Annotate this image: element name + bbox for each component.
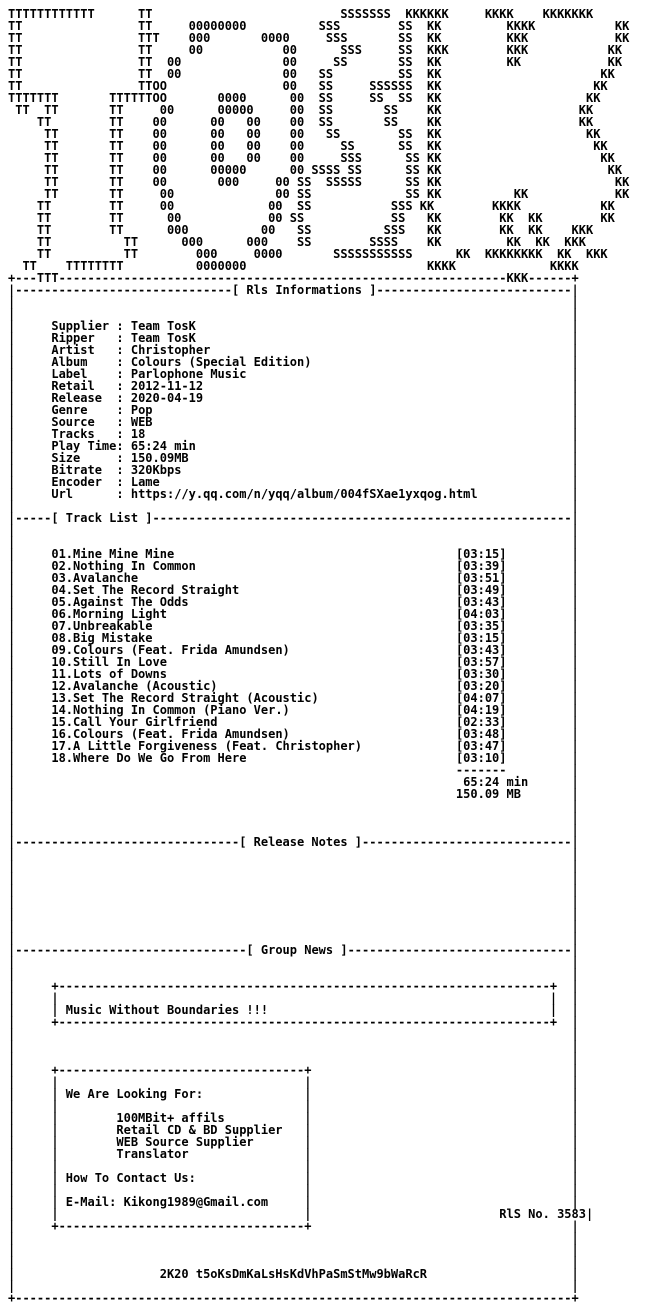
info-row: | Genre : Pop | bbox=[8, 403, 579, 417]
track-row: | 15.Call Your Girlfriend [02:33] | bbox=[8, 715, 579, 729]
blank-line: | | bbox=[8, 847, 579, 861]
logo-line: TT TT 000 0000 SSSSSSSSSSS KK KKKKKKKK KK KKK bbox=[8, 247, 608, 261]
info-value: 2012-11-12 bbox=[130, 379, 204, 393]
logo-line: TT TT 00 00 SS SS KK KK KK bbox=[8, 55, 623, 69]
track-time: [04:19] bbox=[455, 703, 507, 717]
track-title: 12.Avalanche (Acoustic) bbox=[22, 679, 218, 693]
blank-line: | | bbox=[8, 1051, 579, 1065]
info-key: Ripper bbox=[51, 331, 117, 345]
section-release-notes: |-------------------------------[ Release Notes ]-----------------------------| bbox=[8, 835, 579, 849]
info-value: 65:24 min bbox=[130, 439, 196, 453]
blank-line: | | bbox=[8, 1027, 579, 1041]
track-title: 10.Still In Love bbox=[22, 655, 167, 669]
blank-line: | | bbox=[8, 523, 579, 537]
logo-line: TT TT 00 00 SSS SS KKK KKK KK bbox=[8, 43, 623, 57]
track-time: [03:49] bbox=[455, 583, 507, 597]
track-time: [03:47] bbox=[455, 739, 507, 753]
logo-line: TT TT 00 00 00 00 SS SS KK KK bbox=[8, 115, 594, 129]
blank-line: | | bbox=[8, 295, 579, 309]
contact-box-line: | | | | bbox=[8, 1183, 579, 1197]
track-title: 04.Set The Record Straight bbox=[22, 583, 240, 597]
track-title: 15.Call Your Girlfriend bbox=[22, 715, 218, 729]
info-row: | Release : 2020-04-19 | bbox=[8, 391, 579, 405]
footer-tag: | 2K20 t5oKsDmKaLsHsKdVhPaSmStMw9bWaRcR | bbox=[8, 1267, 579, 1281]
section-rls-info-title: [ Rls Informations ] bbox=[231, 283, 377, 297]
info-key: Play Time bbox=[51, 439, 117, 453]
info-key: Size bbox=[51, 451, 117, 465]
blank-line: | | bbox=[8, 871, 579, 885]
info-row: | Bitrate : 320Kbps | bbox=[8, 463, 579, 477]
track-title: 11.Lots of Downs bbox=[22, 667, 167, 681]
section-release-notes-title: [ Release Notes ] bbox=[239, 835, 363, 849]
info-value: Parlophone Music bbox=[130, 367, 247, 381]
track-title: 16.Colours (Feat. Frida Amundsen) bbox=[22, 727, 290, 741]
blank-line: | | bbox=[8, 823, 579, 837]
motto-box-line: | | | | bbox=[8, 991, 579, 1005]
track-row: | 10.Still In Love [03:57] | bbox=[8, 655, 579, 669]
blank-line: | | bbox=[8, 967, 579, 981]
track-row: | 09.Colours (Feat. Frida Amundsen) [03:43] | bbox=[8, 643, 579, 657]
blank-line: | | bbox=[8, 1039, 579, 1053]
track-title: 05.Against The Odds bbox=[22, 595, 189, 609]
totals-divider: | ------- | bbox=[8, 763, 579, 777]
blank-line: | | bbox=[8, 1279, 579, 1293]
track-time: [03:30] bbox=[455, 667, 507, 681]
info-value: 2020-04-19 bbox=[130, 391, 204, 405]
logo-line: TTTTTTTTTTTT TT SSSSSSS KKKKKK KKKK KKKKKKK bbox=[8, 7, 594, 21]
looking-for-item: | | WEB Source Supplier | | bbox=[8, 1135, 579, 1149]
track-row: | 06.Morning Light [04:03] | bbox=[8, 607, 579, 621]
blank-line: | | bbox=[8, 799, 579, 813]
info-row: | Size : 150.09MB | bbox=[8, 451, 579, 465]
motto-line: | | Music Without Boundaries !!! | | bbox=[8, 1003, 579, 1017]
info-row: | Artist : Christopher | bbox=[8, 343, 579, 357]
info-row: | Retail : 2012-11-12 | bbox=[8, 379, 579, 393]
blank-line: | | bbox=[8, 535, 579, 549]
track-row: | 03.Avalanche [03:51] | bbox=[8, 571, 579, 585]
contact-box-line: | | | | bbox=[8, 1099, 579, 1113]
track-title: 01.Mine Mine Mine bbox=[22, 547, 175, 561]
blank-line: | | bbox=[8, 307, 579, 321]
logo-line: TT TT 00 00 SS SS KK KK bbox=[8, 67, 615, 81]
looking-for-item: | | 100MBit+ affils | | bbox=[8, 1111, 579, 1125]
track-row: | 02.Nothing In Common [03:39] | bbox=[8, 559, 579, 573]
logo-line: TT TT TT 00 00000 00 SS SS KK KK bbox=[8, 103, 594, 117]
info-key: Encoder bbox=[51, 475, 117, 489]
info-value: https://y.qq.com/n/yqq/album/004fSXae1yxqog.html bbox=[130, 487, 478, 501]
track-row: | 08.Big Mistake [03:15] | bbox=[8, 631, 579, 645]
info-row: | Url : https://y.qq.com/n/yqq/album/004fSXae1yxqog.html | bbox=[8, 487, 579, 501]
track-time: [03:15] bbox=[455, 631, 507, 645]
rls-number-line: | | | RlS No. 3583| bbox=[8, 1207, 594, 1221]
logo-line: TT TT 00 00 SS SS KK KK KK KK bbox=[8, 211, 615, 225]
track-title: 06.Morning Light bbox=[22, 607, 167, 621]
motto-box-bottom: | +--------------------------------------------------------------------+ | bbox=[8, 1015, 579, 1029]
info-key: Artist bbox=[51, 343, 117, 357]
logo-line: TT TT 00000000 SSS SS KK KKKK KK bbox=[8, 19, 630, 33]
info-key: Retail bbox=[51, 379, 117, 393]
track-time: [03:57] bbox=[455, 655, 507, 669]
info-key: Tracks bbox=[51, 427, 117, 441]
blank-line: | | bbox=[8, 1243, 579, 1257]
track-time: [03:20] bbox=[455, 679, 507, 693]
looking-for-item: | | Translator | | bbox=[8, 1147, 579, 1161]
track-row: | 07.Unbreakable [03:35] | bbox=[8, 619, 579, 633]
contact-box-bottom: | +----------------------------------+ | bbox=[8, 1219, 579, 1233]
looking-for-item: | | Retail CD & BD Supplier | | bbox=[8, 1123, 579, 1137]
info-key: Release bbox=[51, 391, 117, 405]
info-value: Pop bbox=[130, 403, 153, 417]
info-value: 18 bbox=[130, 427, 146, 441]
blank-line: | | bbox=[8, 499, 579, 513]
info-key: Bitrate bbox=[51, 463, 117, 477]
info-row: | Label : Parlophone Music | bbox=[8, 367, 579, 381]
logo-line: TT TTOO 00 SS SSSSSS KK KK bbox=[8, 79, 608, 93]
track-time: [02:33] bbox=[455, 715, 507, 729]
logo-line: TT TT 00 000 00 SS SSSSS SS KK KK bbox=[8, 175, 630, 189]
info-row: | Supplier : Team TosK | bbox=[8, 319, 579, 333]
info-row: | Tracks : 18 | bbox=[8, 427, 579, 441]
track-title: 07.Unbreakable bbox=[22, 619, 153, 633]
info-key: Genre bbox=[51, 403, 117, 417]
info-value: Team TosK bbox=[130, 319, 196, 333]
info-key: Source bbox=[51, 415, 117, 429]
section-group-news: |--------------------------------[ Group News ]-------------------------------| bbox=[8, 943, 579, 957]
logo-line: TT TT 00 00 SS SS KK KK KK bbox=[8, 187, 630, 201]
logo-line: TT TT 00 00 00 00 SS SS KK KK bbox=[8, 127, 601, 141]
logo-line: TT TT 00 00000 00 SSSS SS SS KK KK bbox=[8, 163, 623, 177]
track-time: [04:03] bbox=[455, 607, 507, 621]
track-title: 14.Nothing In Common (Piano Ver.) bbox=[22, 703, 290, 717]
section-track-list-title: [ Track List ] bbox=[51, 511, 153, 525]
contact-email: | | E-Mail: Kikong1989@Gmail.com | | bbox=[8, 1195, 579, 1209]
track-row: | 05.Against The Odds [03:43] | bbox=[8, 595, 579, 609]
info-value: Team TosK bbox=[130, 331, 196, 345]
info-value: 320Kbps bbox=[130, 463, 182, 477]
info-key: Label bbox=[51, 367, 117, 381]
track-time: [03:10] bbox=[455, 751, 507, 765]
track-row: | 01.Mine Mine Mine [03:15] | bbox=[8, 547, 579, 561]
contact-box-top: | +----------------------------------+ | bbox=[8, 1063, 579, 1077]
logo-line: TT TTT 000 0000 SSS SS KK KKK KK bbox=[8, 31, 630, 45]
track-title: 08.Big Mistake bbox=[22, 631, 153, 645]
contact-title: | | How To Contact Us: | | bbox=[8, 1171, 579, 1185]
total-size: | 150.09 MB | bbox=[8, 787, 579, 801]
track-row: | 18.Where Do We Go From Here [03:10] | bbox=[8, 751, 579, 765]
track-time: [03:43] bbox=[455, 595, 507, 609]
info-row: | Play Time: 65:24 min | bbox=[8, 439, 579, 453]
info-row: | Encoder : Lame | bbox=[8, 475, 579, 489]
logo-line: TT TT 000 000 SS SSSS KK KK KK KKK bbox=[8, 235, 586, 249]
info-value: WEB bbox=[130, 415, 153, 429]
blank-line: | | bbox=[8, 883, 579, 897]
contact-box-line: | | | | bbox=[8, 1075, 579, 1089]
section-track-list: |-----[ Track List ]----------------------------------------------------------| bbox=[8, 511, 579, 525]
info-value: Colours (Special Edition) bbox=[130, 355, 312, 369]
blank-line: | | bbox=[8, 931, 579, 945]
track-row: | 13.Set The Record Straight (Acoustic) [04:07] | bbox=[8, 691, 579, 705]
track-row: | 04.Set The Record Straight [03:49] | bbox=[8, 583, 579, 597]
track-row: | 11.Lots of Downs [03:30] | bbox=[8, 667, 579, 681]
looking-for-title: | | We Are Looking For: | | bbox=[8, 1087, 579, 1101]
track-title: 13.Set The Record Straight (Acoustic) bbox=[22, 691, 319, 705]
blank-line: | | bbox=[8, 1255, 579, 1269]
info-key: Supplier bbox=[51, 319, 117, 333]
logo-line: TT TT 00 00 SS SSS KK KKKK KK bbox=[8, 199, 615, 213]
track-row: | 16.Colours (Feat. Frida Amundsen) [03:48] | bbox=[8, 727, 579, 741]
info-key: Url bbox=[51, 487, 117, 501]
track-row: | 14.Nothing In Common (Piano Ver.) [04:19] | bbox=[8, 703, 579, 717]
track-time: [03:48] bbox=[455, 727, 507, 741]
box-bottom-border: +-----------------------------------------------------------------------------+ bbox=[8, 1291, 579, 1305]
info-row: | Source : WEB | bbox=[8, 415, 579, 429]
logo-line: TTTTTTT TTTTTTOO 0000 00 SS SS SS KK KK bbox=[8, 91, 601, 105]
box-top-border: +---TTT--------------------------------------------------------------KKK------+ bbox=[8, 271, 579, 285]
info-value: 150.09MB bbox=[130, 451, 189, 465]
track-row: | 12.Avalanche (Acoustic) [03:20] | bbox=[8, 679, 579, 693]
total-time: | 65:24 min | bbox=[8, 775, 579, 789]
track-time: [03:51] bbox=[455, 571, 507, 585]
blank-line: | | bbox=[8, 811, 579, 825]
info-row: | Ripper : Team TosK | bbox=[8, 331, 579, 345]
track-time: [04:07] bbox=[455, 691, 507, 705]
blank-line: | | bbox=[8, 895, 579, 909]
blank-line: | | bbox=[8, 859, 579, 873]
motto-box-top: | +--------------------------------------------------------------------+ | bbox=[8, 979, 579, 993]
section-rls-info: |------------------------------[ Rls Informations ]---------------------------| bbox=[8, 283, 579, 297]
contact-box-line: | | | | bbox=[8, 1159, 579, 1173]
track-time: [03:39] bbox=[455, 559, 507, 573]
track-time: [03:43] bbox=[455, 643, 507, 657]
logo-line: TT TT 00 00 00 00 SSS SS KK KK bbox=[8, 151, 615, 165]
info-row: | Album : Colours (Special Edition) | bbox=[8, 355, 579, 369]
track-title: 03.Avalanche bbox=[22, 571, 139, 585]
logo-line: TT TT 000 00 SS SSS KK KK KK KKK bbox=[8, 223, 594, 237]
track-time: [03:15] bbox=[455, 547, 507, 561]
blank-line: | | bbox=[8, 1231, 579, 1245]
info-value: Christopher bbox=[130, 343, 211, 357]
track-row: | 17.A Little Forgiveness (Feat. Christopher) [03:47] | bbox=[8, 739, 579, 753]
track-title: 17.A Little Forgiveness (Feat. Christopher) bbox=[22, 739, 363, 753]
track-title: 18.Where Do We Go From Here bbox=[22, 751, 247, 765]
logo-line: TT TT 00 00 00 00 SS SS KK KK bbox=[8, 139, 608, 153]
info-key: Album bbox=[51, 355, 117, 369]
section-group-news-title: [ Group News ] bbox=[246, 943, 348, 957]
blank-line: | | bbox=[8, 907, 579, 921]
info-value: Lame bbox=[130, 475, 160, 489]
logo-line: TT TTTTTTTT 0000000 KKKK KKKK bbox=[8, 259, 579, 273]
track-title: 09.Colours (Feat. Frida Amundsen) bbox=[22, 643, 290, 657]
blank-line: | | bbox=[8, 955, 579, 969]
track-title: 02.Nothing In Common bbox=[22, 559, 196, 573]
blank-line: | | bbox=[8, 919, 579, 933]
track-time: [03:35] bbox=[455, 619, 507, 633]
